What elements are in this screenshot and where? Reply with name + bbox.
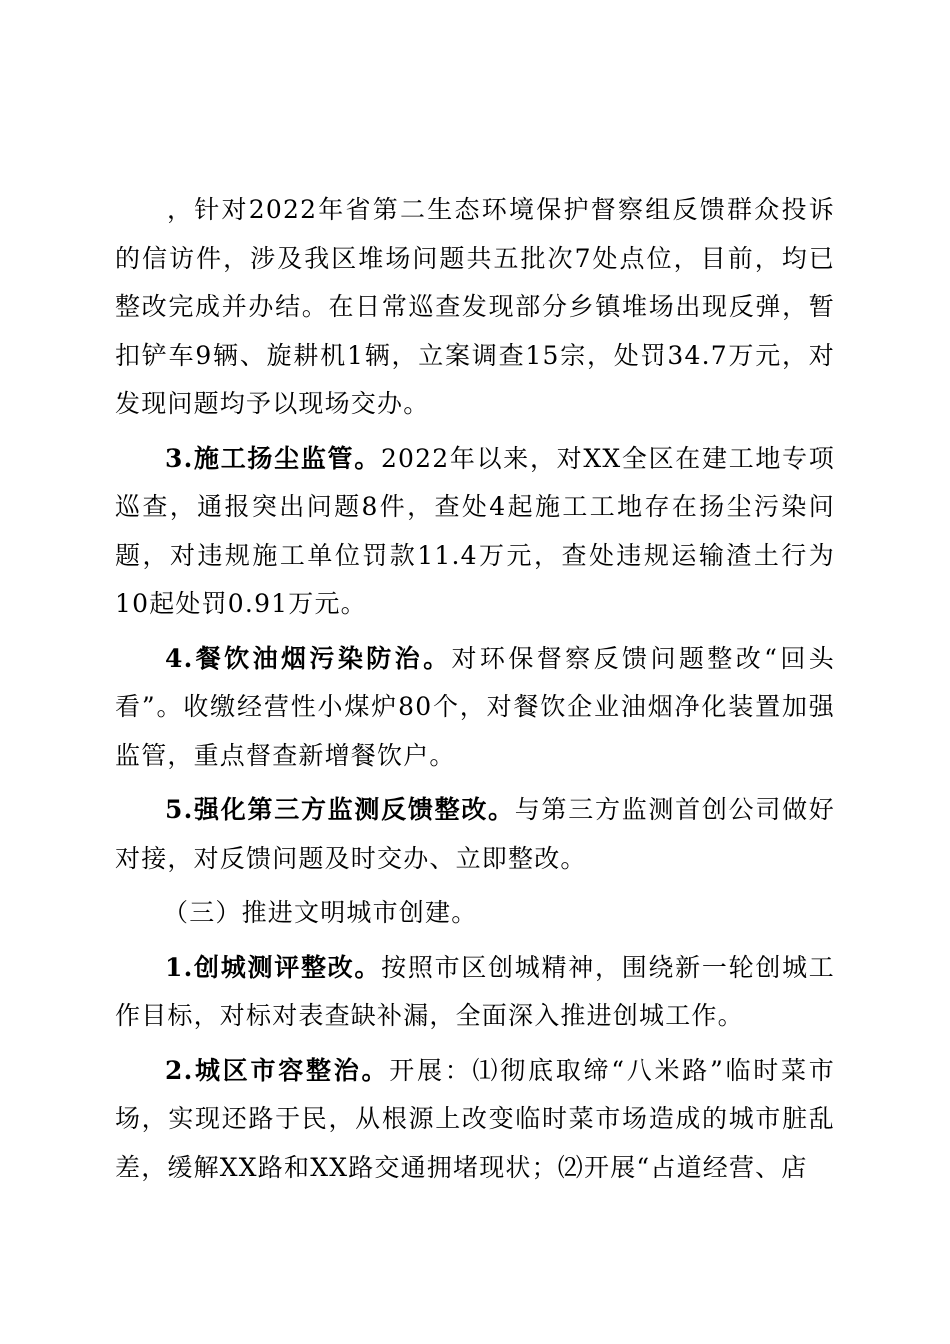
paragraph-city-appearance	[115, 1047, 835, 1199]
paragraph-lead: 1.创城测评整改。	[165, 952, 382, 982]
section-heading-civilized-city	[115, 889, 835, 944]
paragraph-stockyard-complaints	[115, 186, 835, 435]
paragraph-lead: 2.城区市容整治。	[165, 1055, 390, 1085]
paragraph-text: 对环保督察反馈问题整改“回头看”。收缴经营性小煤炉80个，对餐饮企业油烟净化装置加强监管，重点督查新增餐饮户。	[115, 643, 835, 770]
paragraph-text: 按照市区创城精神，围绕新一轮创城工作目标，对标对表查缺补漏，全面深入推进创城工作。	[115, 952, 836, 1030]
paragraph-lead: 5.强化第三方监测反馈整改。	[165, 795, 515, 824]
paragraph-construction-dust	[115, 435, 835, 635]
paragraph-catering-fumes	[115, 635, 835, 787]
document-page	[115, 186, 835, 1198]
paragraph-evaluation-rectification	[115, 944, 835, 1047]
paragraph-text: （三）推进文明城市创建。	[163, 898, 478, 927]
paragraph-text: ，针对2022年省第二生态环境保护督察组反馈群众投诉的信访件，涉及我区堆场问题共五批次7处点位，目前，均已整改完成并办结。在日常巡查发现部分乡镇堆场出现反弹，暂扣铲车9辆、旋耕机1辆，立案调查15宗，处罚34.7万元，对发现问题均予以现场交办。	[115, 195, 835, 418]
paragraph-text: 2022年以来，对XX全区在建工地专项巡查，通报突出问题8件，查处4起施工工地存在扬尘污染问题，对违规施工单位罚款11.4万元，查处违规运输渣土行为10起处罚0.91万元。	[115, 443, 835, 618]
paragraph-lead: 3.施工扬尘监管。	[165, 443, 381, 473]
paragraph-text: 开展：⑴彻底取缔“八米路”临时菜市场，实现还路于民，从根源上改变临时菜市场造成的城市脏乱差，缓解XX路和XX路交通拥堵现状；⑵开展“占道经营、店	[115, 1055, 835, 1182]
paragraph-lead: 4.餐饮油烟污染防治。	[165, 643, 452, 673]
paragraph-third-party-monitoring	[115, 786, 835, 889]
paragraph-text: 与第三方监测首创公司做好对接，对反馈问题及时交办、立即整改。	[115, 795, 835, 873]
